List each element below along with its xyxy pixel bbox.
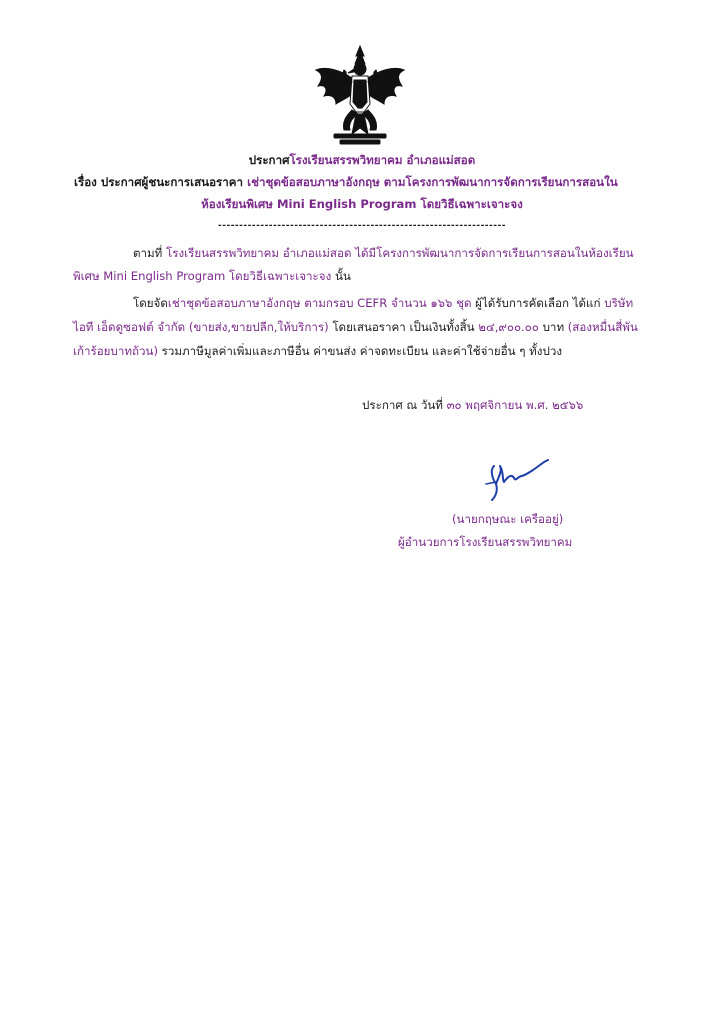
- paragraph-2-line-3: [73, 342, 562, 360]
- p2-company-part1: บริษัท: [604, 296, 634, 310]
- p2-offer: โดยเสนอราคา เป็นเงินทั้งสิ้น: [332, 320, 475, 334]
- header-line-1: [0, 151, 724, 169]
- signer-position: ผู้อำนวยการโรงเรียนสรรพวิทยาคม: [398, 535, 573, 549]
- header-divider: --------------------------------------------------------------------: [217, 221, 506, 231]
- garuda-emblem-icon: [312, 44, 408, 148]
- subject-prefix: เรื่อง ประกาศผู้ชนะการเสนอราคา: [74, 175, 244, 189]
- p2-amount: ๒๔,๙๐๐.๐๐: [478, 320, 539, 334]
- paragraph-1-line-2: [73, 267, 351, 285]
- p2-item: เช่าชุดข้อสอบภาษาอังกฤษ ตามกรอบ CEFR จำนวน ๑๖๖ ชุด: [167, 296, 472, 310]
- p2-mid: ผู้ได้รับการคัดเลือก ได้แก่: [475, 296, 601, 310]
- p2-amount-words-2: เก้าร้อยบาทถ้วน): [73, 344, 158, 358]
- header-prefix: ประกาศ: [248, 153, 290, 167]
- p1-school: โรงเรียนสรรพวิทยาคม อำเภอแม่สอด: [166, 246, 352, 260]
- p2-lead: โดยจัด: [133, 296, 168, 310]
- handwritten-signature-icon: [478, 456, 558, 502]
- paragraph-2-line-2: [73, 318, 638, 336]
- date-value: ๓๐ พฤศจิกายน พ.ศ. ๒๕๖๖: [446, 398, 584, 412]
- announcement-date-line: [362, 396, 583, 414]
- subject-title: เช่าชุดข้อสอบภาษาอังกฤษ ตามโครงการพัฒนาการจัดการเรียนการสอนใน: [247, 175, 618, 189]
- signer-name: (นายกฤษณะ เครืออยู่): [452, 512, 564, 526]
- header-line-3: ห้องเรียนพิเศษ Mini English Program โดยวิธีเฉพาะเจาะจง: [201, 197, 523, 211]
- paragraph-1-line-1: [133, 244, 634, 262]
- p1-lead: ตามที่: [133, 246, 163, 260]
- paragraph-2-line-1: [133, 294, 633, 312]
- p1-rest: ได้มีโครงการพัฒนาการจัดการเรียนการสอนในห้องเรียน: [355, 246, 634, 260]
- header-line-2: [74, 173, 618, 191]
- p2-company-part2: ไอที เอ็ดดูซอฟต์ จำกัด (ขายส่ง,ขายปลีก,ให้บริการ): [73, 320, 329, 334]
- p2-amount-words-1: (สองหมื่นสี่พัน: [567, 320, 638, 334]
- p2-tail: รวมภาษีมูลค่าเพิ่มและภาษีอื่น ค่าขนส่ง ค่าจดทะเบียน และค่าใช้จ่ายอื่น ๆ ทั้งปวง: [161, 344, 563, 358]
- date-label: ประกาศ ณ วันที่: [362, 398, 443, 412]
- school-name: โรงเรียนสรรพวิทยาคม อำเภอแม่สอด: [289, 153, 476, 167]
- p1-end: นั้น: [334, 269, 351, 283]
- p2-unit: บาท: [542, 320, 565, 334]
- p1-program: พิเศษ Mini English Program โดยวิธีเฉพาะเจาะจง: [73, 269, 332, 283]
